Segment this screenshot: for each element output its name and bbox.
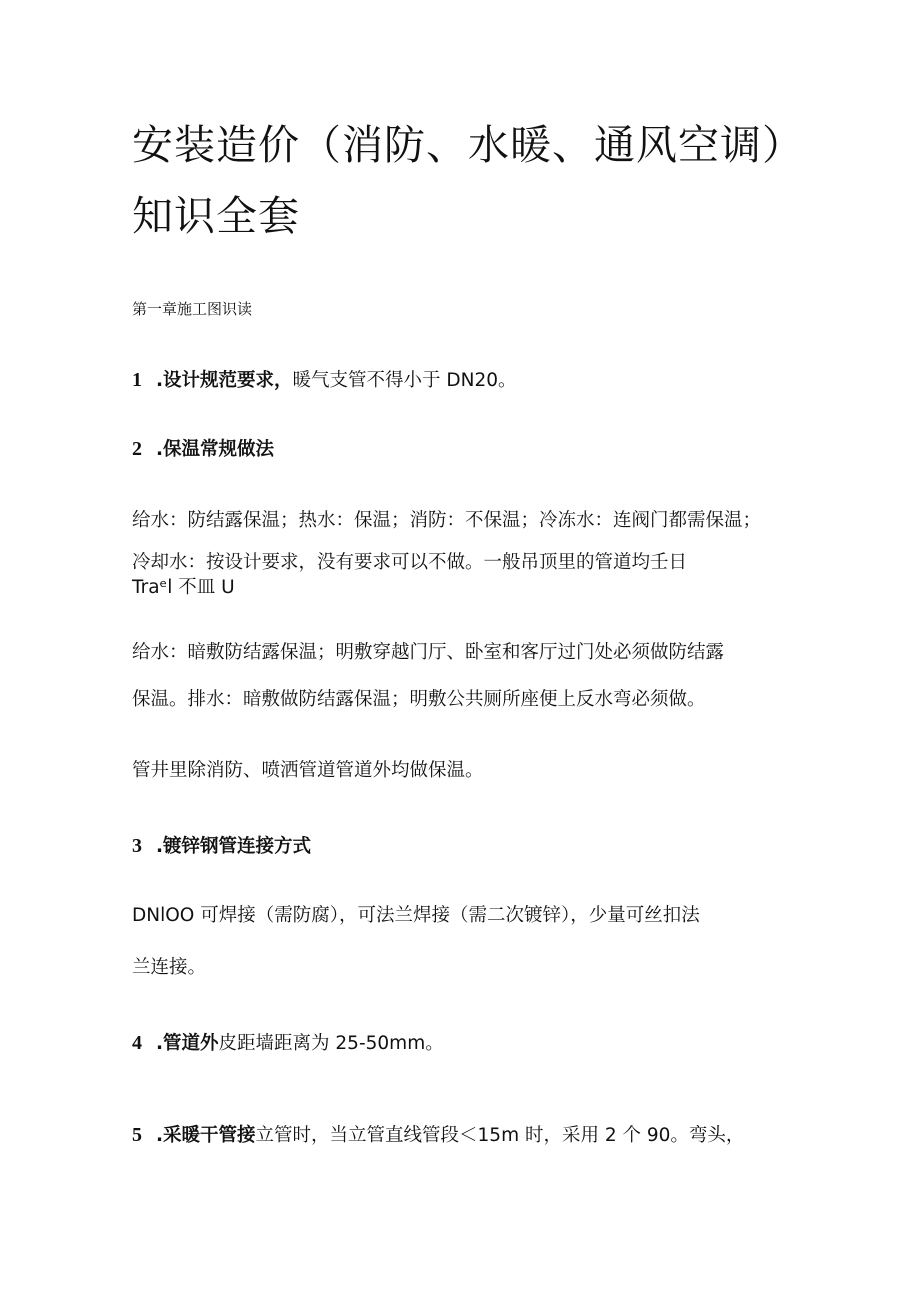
section-1-text: 暖气支管不得小于 DN20。 (292, 370, 517, 391)
section-3 (132, 833, 311, 860)
section-2-number: 2 (132, 438, 142, 460)
section-3-paragraph: DNlOO 可焊接（需防腐），可法兰焊接（需二次镀锌），少量可丝扣法 (132, 905, 700, 926)
section-3-paragraph: 兰连接。 (132, 957, 207, 978)
section-2-paragraph: Traᵉl 不皿 U (132, 577, 235, 598)
section-5 (132, 1122, 744, 1149)
section-4-text: 皮距墙距离为 25-50mm。 (218, 1033, 444, 1054)
section-2-paragraph: 管井里除消防、喷洒管道管道外均做保温。 (132, 760, 484, 781)
section-2-heading: .保温常规做法 (156, 439, 275, 460)
section-1-number: 1 (132, 369, 142, 391)
section-5-number: 5 (132, 1124, 142, 1146)
section-5-heading: .采暖干管接 (156, 1125, 256, 1146)
section-3-number: 3 (132, 835, 142, 857)
section-2 (132, 436, 274, 463)
section-3-heading: .镀锌钢管连接方式 (156, 836, 312, 857)
section-2-paragraph: 冷却水：按设计要求，没有要求可以不做。一般吊顶里的管道均壬日 (132, 552, 688, 573)
section-1-heading: .设计规范要求， (156, 370, 293, 391)
document-title-line-2: 知识全套 (132, 192, 300, 240)
section-2-paragraph: 给水：防结露保温；热水：保温；消防：不保温；冷冻水：连阀门都需保温； (132, 510, 762, 531)
chapter-heading: 第一章施工图识读 (132, 300, 253, 318)
section-1 (132, 367, 517, 394)
section-4-number: 4 (132, 1032, 142, 1054)
document-title-line-1: 安装造价（消防、水暖、通风空调） (132, 121, 804, 169)
section-4-heading: .管道外 (156, 1033, 219, 1054)
section-4 (132, 1030, 444, 1057)
section-5-text: 立管时，当立管直线管段＜15m 时，采用 2 个 90。弯头， (255, 1125, 745, 1146)
section-2-paragraph: 给水：暗敷防结露保温；明敷穿越门厅、卧室和客厅过门处必须做防结露 (132, 642, 725, 663)
section-2-paragraph: 保温。排水：暗敷做防结露保温；明敷公共厕所座便上反水弯必须做。 (132, 689, 706, 710)
